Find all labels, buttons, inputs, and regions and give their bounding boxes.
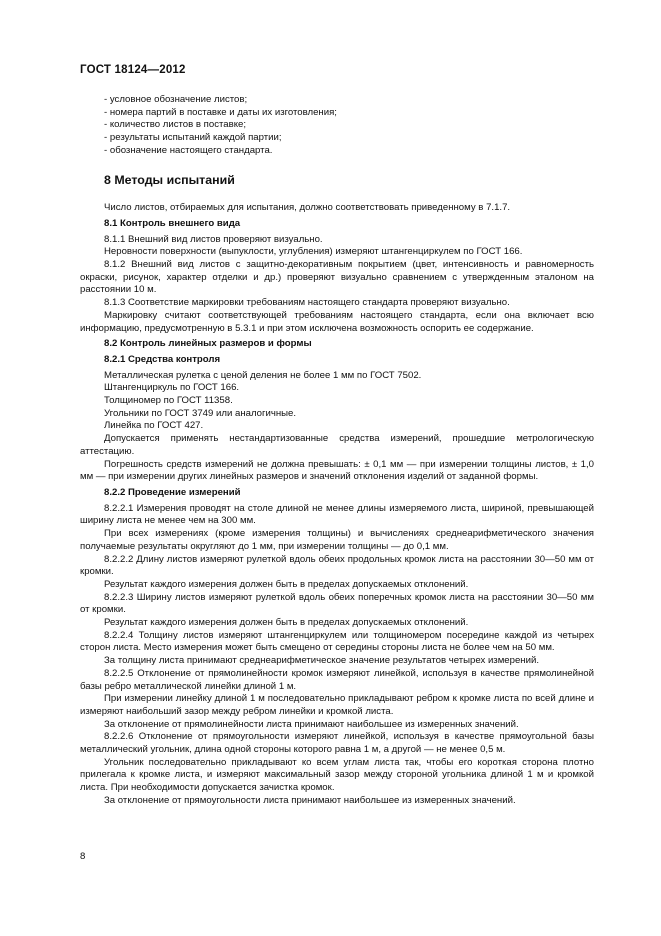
- section-8-2-1-title: 8.2.1 Средства контроля: [104, 353, 221, 365]
- paragraph: 8.2.2.3 Ширину листов измеряют рулеткой вдоль обеих поперечных кромок листа на расстоянии 30—50 мм от кромки.: [80, 591, 594, 616]
- paragraph: 8.2.2.6 Отклонение от прямоугольности измеряют линейкой, используя в качестве прямоугольной базы металлический угольник, длина одной стороны которого равна 1 м, а другой — не менее 0,5 м.: [80, 731, 594, 756]
- paragraph: При измерении линейку длиной 1 м последовательно прикладывают ребром к кромке листа по всей длине и измеряют наибольший зазор между ребром линейки и кромкой листа.: [80, 693, 594, 717]
- paragraph: 8.2.2.5 Отклонение от прямолинейности кромок измеряют линейкой, используя в качестве прямолинейной базы ребро металлической линейки длиной 1 м.: [80, 667, 594, 692]
- list-item: - результаты испытаний каждой партии;: [104, 132, 282, 144]
- paragraph: 8.2.2.4 Толщину листов измеряют штангенциркулем или толщиномером посередине каждой из четырех сторон листа. Место измерения может быть смещено от середины стороны листа не более чем на 50 мм.: [80, 629, 594, 654]
- paragraph: Погрешность средств измерений не должна превышать: ± 0,1 мм — при измерении толщины листов, ± 1,0 мм — при измерении других линейных размеров и значений отклонения изделий от заданной формы.: [80, 458, 594, 483]
- paragraph: 8.1.1 Внешний вид листов проверяют визуально.: [104, 233, 323, 245]
- paragraph: За отклонение от прямоугольности листа принимают наибольшее из измеренных значений.: [104, 794, 516, 806]
- tool-item: Линейка по ГОСТ 427.: [104, 420, 204, 432]
- paragraph: При всех измерениях (кроме измерения толщины) и вычислениях среднеарифметического значения получаемые результаты округляют до 1 мм, при измерении толщины — до 0,1 мм.: [80, 528, 594, 552]
- section-8-2-title: 8.2 Контроль линейных размеров и формы: [104, 338, 312, 350]
- tool-item: Металлическая рулетка с ценой деления не более 1 мм по ГОСТ 7502.: [104, 369, 422, 381]
- paragraph: Результат каждого измерения должен быть в пределах допускаемых отклонений.: [104, 617, 469, 629]
- section-8-1-title: 8.1 Контроль внешнего вида: [104, 217, 241, 229]
- list-item: - номера партий в поставке и даты их изготовления;: [104, 106, 337, 118]
- paragraph: 8.1.2 Внешний вид листов с защитно-декоративным покрытием (цвет, интенсивность и равномерность окраски, рисунок, характер отделки и др.) проверяют визуально сравнением с утвержденным эталоном на расстоянии 10 м.: [80, 259, 594, 296]
- paragraph: Неровности поверхности (выпуклости, углубления) измеряют штангенциркулем по ГОСТ 166.: [104, 246, 523, 258]
- paragraph: За отклонение от прямолинейности листа принимают наибольшее из измеренных значений.: [104, 718, 519, 730]
- list-item: - количество листов в поставке;: [104, 119, 247, 131]
- list-item: - условное обозначение листов;: [104, 94, 248, 105]
- tool-item: Угольники по ГОСТ 3749 или аналогичные.: [104, 407, 297, 419]
- tool-item: Толщиномер по ГОСТ 11358.: [104, 395, 233, 407]
- paragraph: Допускается применять нестандартизованные средства измерений, прошедшие метрологическую аттестацию.: [80, 433, 594, 457]
- document-header: ГОСТ 18124—2012: [80, 64, 186, 76]
- tool-item: Штангенциркуль по ГОСТ 166.: [104, 382, 240, 394]
- paragraph: Угольник последовательно прикладывают ко всем углам листа так, чтобы его короткая сторона плотно прилегала к кромке листа, и измеряют максимальный зазор между стороной угольника длиной 1 м и кромкой листа. При необходимости допускается зачистка кромок.: [80, 756, 594, 794]
- section-8-intro: Число листов, отбираемых для испытания, должно соответствовать приведенному в 7.1.7.: [104, 202, 511, 214]
- page-number: 8: [80, 851, 86, 862]
- document-body: [80, 94, 594, 808]
- paragraph: 8.2.2.2 Длину листов измеряют рулеткой вдоль обеих продольных кромок листа на расстоянии 30—50 мм от кромки.: [80, 553, 594, 578]
- paragraph: Результат каждого измерения должен быть в пределах допускаемых отклонений.: [104, 578, 469, 590]
- section-8-2-2-title: 8.2.2 Проведение измерений: [104, 486, 241, 498]
- list-item: - обозначение настоящего стандарта.: [104, 144, 273, 156]
- section-8-title: 8 Методы испытаний: [104, 172, 235, 187]
- paragraph: 8.2.2.1 Измерения проводят на столе длиной не менее длины измеряемого листа, шириной, превышающей ширину листа не менее чем на 300 мм.: [80, 502, 594, 527]
- paragraph: Маркировку считают соответствующей требованиям настоящего стандарта, если она включает всю информацию, предусмотренную в 5.3.1 и при этом исключена возможность оспорить ее содержание.: [80, 309, 594, 334]
- paragraph: За толщину листа принимают среднеарифметическое значение результатов четырех измерений.: [104, 655, 539, 667]
- paragraph: 8.1.3 Соответствие маркировки требованиям настоящего стандарта проверяют визуально.: [104, 297, 510, 309]
